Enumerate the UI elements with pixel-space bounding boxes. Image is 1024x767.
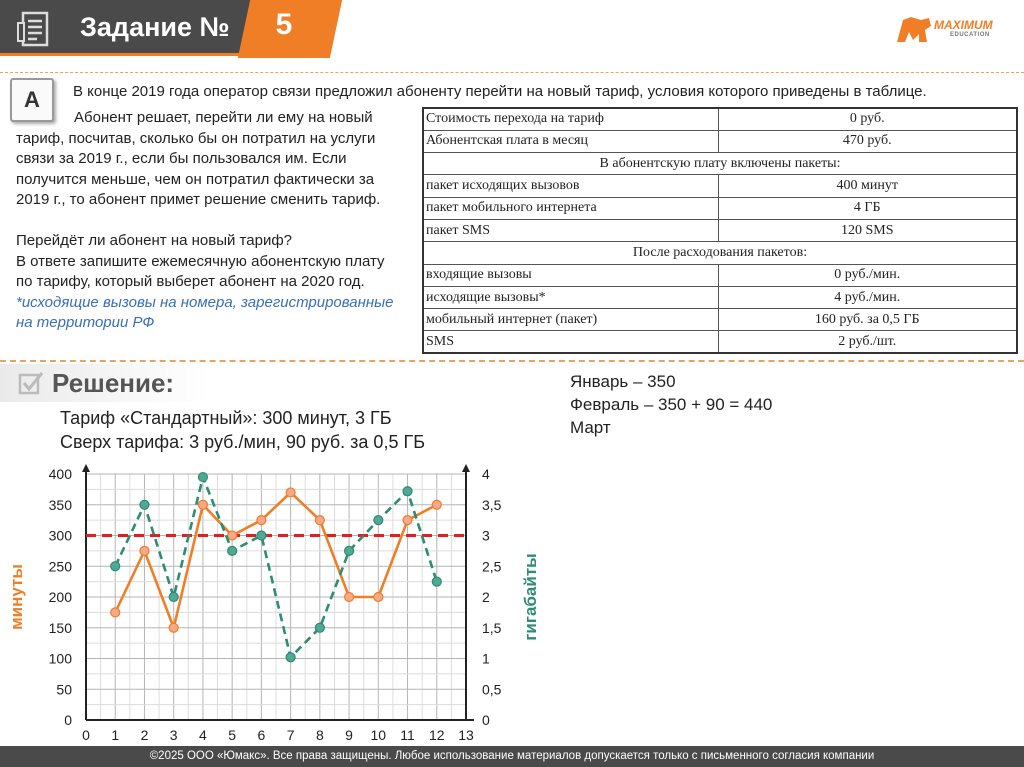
header (0, 0, 1024, 58)
y-right-tick-label: 4 (482, 466, 490, 482)
minutes-point (140, 546, 149, 555)
tariff-row (423, 175, 1017, 197)
task-line: связи за 2019 г., если бы пользовался им. Если (16, 150, 347, 167)
y-left-axis-label: минуты (7, 564, 26, 630)
tariff-value: 470 руб. (718, 130, 1017, 152)
tariff-row (423, 153, 1017, 175)
minutes-point (198, 500, 207, 509)
tariff-row (423, 130, 1017, 152)
y-left-tick-label: 50 (56, 681, 72, 698)
tariff-label: мобильный интернет (пакет) (423, 309, 718, 331)
tariff-label: Стоимость перехода на тариф (423, 108, 718, 130)
task-letter-box: А (10, 78, 54, 122)
x-tick-label: 6 (257, 727, 266, 743)
gigabytes-point (432, 577, 441, 586)
task-note: *исходящие вызовы на номера, зарегистрированные (16, 293, 394, 311)
x-tick-label: 10 (370, 727, 387, 743)
x-tick-label: 4 (199, 727, 207, 743)
tariff-label: SMS (423, 331, 718, 353)
y-right-tick-label: 2 (482, 589, 490, 605)
gigabytes-point (345, 546, 354, 555)
x-tick-label: 12 (428, 727, 445, 743)
tariff-label: Абонентская плата в месяц (423, 130, 718, 152)
tariff-label: пакет исходящих вызовов (423, 175, 718, 197)
y-right-tick-label: 3 (482, 527, 490, 544)
x-tick-label: 5 (228, 727, 237, 743)
gigabytes-point (374, 516, 383, 525)
tariff-value: 4 руб./мин. (718, 286, 1017, 308)
tariff-row (423, 286, 1017, 308)
tariff-row (423, 309, 1017, 331)
gigabytes-point (286, 653, 295, 662)
y-left-tick-label: 200 (48, 589, 72, 605)
solution-title: Решение: (52, 368, 175, 398)
y-axis-right-arrow (462, 464, 470, 472)
minutes-point (286, 488, 295, 497)
task-note: на территории РФ (16, 314, 155, 331)
tariff-section-header: После расходования пакетов: (423, 242, 1017, 264)
tariff-value: 0 руб./мин. (718, 264, 1017, 286)
minutes-point (374, 593, 383, 602)
x-tick-label: 2 (140, 727, 149, 743)
y-left-tick-label: 400 (48, 466, 72, 482)
y-left-tick-label: 300 (48, 527, 72, 544)
minutes-point (403, 516, 412, 525)
task-line: 2019 г., то абонент примет решение сменить тариф. (16, 191, 381, 208)
tariff-section-header: В абонентскую плату включены пакеты: (423, 153, 1017, 175)
minutes-point (345, 593, 354, 602)
y-right-tick-label: 2,5 (482, 558, 502, 575)
minutes-point (228, 531, 237, 540)
task-line-blank (16, 211, 421, 232)
y-right-tick-label: 1,5 (482, 619, 502, 636)
x-tick-label: 1 (111, 727, 120, 743)
tariff-value: 2 руб./шт. (718, 331, 1017, 353)
y-left-tick-label: 150 (48, 619, 72, 636)
checkbox-icon (18, 370, 44, 396)
tariff-value: 0 руб. (718, 108, 1017, 130)
document-icon (14, 9, 54, 49)
footer-copyright: ©2025 ООО «Юмакс». Все права защищены. Любое использование материалов допускается только с письменного согласия компании (0, 746, 1024, 767)
tariff-label: исходящие вызовы* (423, 286, 718, 308)
tariff-value: 400 минут (718, 175, 1017, 197)
gigabytes-point (228, 546, 237, 555)
tariff-row (423, 264, 1017, 286)
tariff-row (423, 219, 1017, 241)
task-intro: В конце 2019 года оператор связи предложил абоненту перейти на новый тариф, условия которого приведены в таблице. (73, 83, 927, 100)
x-tick-label: 3 (169, 727, 178, 743)
gigabytes-point (169, 593, 178, 602)
tariff-value: 4 ГБ (718, 197, 1017, 219)
gigabytes-point (315, 623, 324, 632)
x-tick-label: 7 (286, 727, 295, 743)
x-tick-label: 9 (345, 727, 353, 743)
y-right-tick-label: 0 (482, 712, 490, 728)
tariff-row (423, 108, 1017, 130)
month-line-march: Март (570, 418, 611, 437)
tariff-row (423, 242, 1017, 264)
gigabytes-point (403, 487, 412, 496)
gigabytes-point (198, 473, 207, 482)
minutes-point (315, 516, 324, 525)
y-axis-left-arrow (82, 464, 90, 472)
tariff-value: 120 SMS (718, 219, 1017, 241)
tariff-row (423, 197, 1017, 219)
task-text (16, 108, 421, 334)
y-right-tick-label: 1 (482, 650, 490, 667)
logo-name: MAXIMUM (934, 18, 993, 32)
task-line: В ответе запишите ежемесячную абонентскую плату (16, 252, 385, 270)
minutes-point (257, 516, 266, 525)
x-tick-label: 0 (82, 727, 90, 743)
y-left-tick-label: 0 (64, 712, 72, 728)
tariff-row (423, 331, 1017, 353)
y-left-tick-label: 350 (48, 496, 72, 513)
y-right-tick-label: 0,5 (482, 681, 502, 698)
tariff-table (422, 107, 1018, 354)
x-tick-label: 8 (315, 727, 324, 743)
minutes-point (169, 623, 178, 632)
month-line-january: Январь – 350 (570, 372, 676, 391)
minutes-point (111, 608, 120, 617)
tariff-label: входящие вызовы (423, 264, 718, 286)
task-line: Перейдёт ли абонент на новый тариф? (16, 232, 293, 249)
tariff-label: пакет мобильного интернета (423, 197, 718, 219)
tariff-value: 160 руб. за 0,5 ГБ (718, 309, 1017, 331)
gigabytes-point (111, 562, 120, 571)
y-left-tick-label: 100 (48, 650, 72, 667)
header-title: Задание № (80, 12, 230, 42)
gigabytes-point (140, 500, 149, 509)
minutes-point (432, 500, 441, 509)
task-number: 5 (275, 8, 293, 41)
task-line: тариф, посчитав, сколько бы он потратил на услуги (16, 129, 376, 147)
tariff-label: пакет SMS (423, 219, 718, 241)
gigabytes-point (257, 531, 266, 540)
y-right-tick-label: 3,5 (482, 496, 502, 513)
task-line: Абонент решает, перейти ли ему на новый (74, 109, 373, 126)
x-tick-label: 11 (400, 727, 415, 743)
month-line-february: Февраль – 350 + 90 = 440 (570, 395, 773, 414)
task-line: по тарифу, который выберет абонент на 2020 год. (16, 273, 365, 290)
usage-chart (0, 462, 560, 744)
y-left-tick-label: 250 (48, 558, 72, 575)
logo-sub: EDUCATION (950, 32, 990, 38)
standard-tariff-line: Тариф «Стандартный»: 300 минут, 3 ГБ (60, 408, 392, 428)
x-tick-label: 13 (458, 727, 474, 743)
task-line: получится меньше, чем он потратил фактически за (16, 170, 375, 188)
y-right-axis-label: гигабайты (521, 553, 540, 641)
overage-line: Сверх тарифа: 3 руб./мин, 90 руб. за 0,5 ГБ (60, 432, 426, 452)
